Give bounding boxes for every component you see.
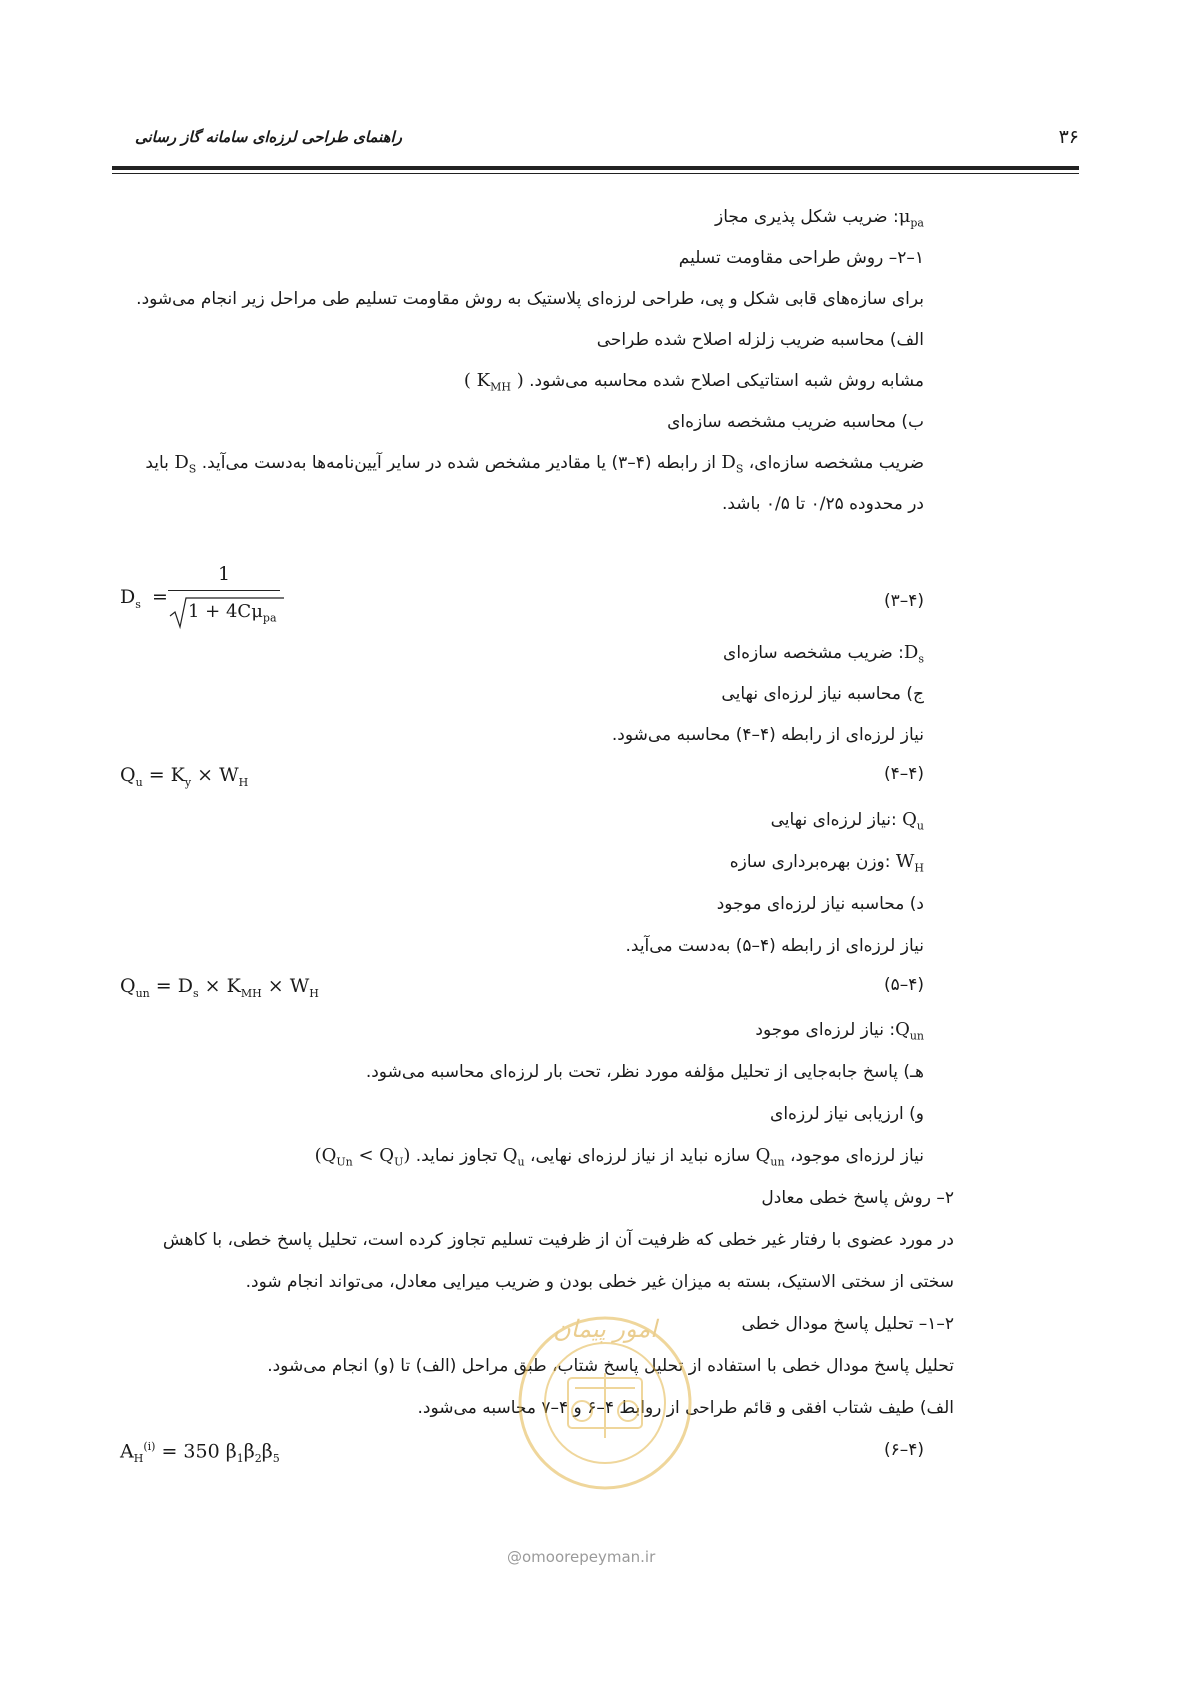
- step-c-heading: ج) محاسبه نیاز لرزه‌ای نهایی: [721, 684, 924, 704]
- equation-number: (۴–۳): [883, 591, 924, 611]
- paragraph-line: نیاز لرزه‌ای از رابطه (۴–۴) محاسبه می‌شود.: [611, 725, 924, 745]
- step-a-heading: الف) محاسبه ضریب زلزله اصلاح شده طراحی: [596, 330, 924, 350]
- equation-number: (۴–۵): [883, 975, 924, 995]
- running-title: راهنمای طراحی لرزه‌ای سامانه گاز رسانی: [135, 128, 402, 146]
- equation-qun: $Q_{un} = D_s \times K_{MH} \times W_H$: [120, 975, 319, 1000]
- page-number: ۳۶: [1058, 126, 1079, 148]
- step-e-heading: هـ) پاسخ جابه‌جایی از تحلیل مؤلفه مورد نظر، تحت بار لرزه‌ای محاسبه می‌شود.: [365, 1062, 924, 1082]
- qun-definition: $Q_{un}$: نیاز لرزه‌ای موجود: [755, 1019, 924, 1043]
- stamp-lettering: امور پیمان: [553, 1315, 657, 1343]
- section-heading-yield: ۱–۲– روش طراحی مقاومت تسلیم: [678, 248, 924, 268]
- paragraph-line: در مورد عضوی با رفتار غیر خطی که ظرفیت آن از ظرفیت تسلیم تجاوز کرده است، تحلیل پاسخ خطی، با کاهش: [162, 1230, 954, 1250]
- section-heading-linear: ۲– روش پاسخ خطی معادل: [761, 1188, 954, 1208]
- step-d-heading: د) محاسبه نیاز لرزه‌ای موجود: [716, 894, 924, 914]
- equation-qu: $Q_u = K_y \times W_H$: [120, 764, 249, 789]
- paragraph-line: تحلیل پاسخ مودال خطی با استفاده از تحلیل پاسخ شتاب، طبق مراحل (الف) تا (و) انجام می‌شود.: [267, 1356, 954, 1376]
- subsection-heading-modal: ۲–۱– تحلیل پاسخ مودال خطی: [741, 1314, 954, 1334]
- paragraph-line: ضریب مشخصه سازه‌ای، $D_S$ از رابطه (۴–۳) یا مقادیر مشخص شده در سایر آیین‌نامه‌ها به‌دست می‌آید. $D_S$ باید: [145, 452, 924, 476]
- paragraph-line: در محدوده ۰/۲۵ تا ۰/۵ باشد.: [721, 494, 924, 514]
- header-rule-thin: [112, 173, 1079, 174]
- equation-number: (۴–۶): [883, 1440, 924, 1460]
- paragraph-line: مشابه روش شبه استاتیکی اصلاح شده محاسبه می‌شود. ( $K_{MH}$ ): [463, 370, 924, 394]
- step-b-heading: ب) محاسبه ضریب مشخصه سازه‌ای: [667, 412, 924, 432]
- paragraph-line: برای سازه‌های قابی شکل و پی، طراحی لرزه‌ای پلاستیک به روش مقاومت تسلیم طی مراحل زیر انجام می‌شود.: [136, 289, 924, 309]
- mu-definition: $\mu_{pa}$: ضریب شکل پذیری مجاز: [715, 206, 924, 230]
- paragraph-line: الف) طیف شتاب افقی و قائم طراحی از روابط ۴–۶ و ۴–۷ محاسبه می‌شود.: [417, 1398, 954, 1418]
- paragraph-line: نیاز لرزه‌ای موجود، $Q_{un}$ سازه نباید از نیاز لرزه‌ای نهایی، $Q_u$ تجاوز نماید. $(Q_{Un} < Q_U)$: [314, 1145, 924, 1169]
- step-f-heading: و) ارزیابی نیاز لرزه‌ای: [770, 1104, 924, 1124]
- equation-ds: $D_s$ = 1 $1 + 4C\mu_{pa}$: [120, 570, 290, 630]
- watermark-site: @omoorepeyman.ir: [507, 1548, 656, 1566]
- paragraph-line: نیاز لرزه‌ای از رابطه (۴–۵) به‌دست می‌آید.: [625, 936, 924, 956]
- wh-definition: $W_H$ :وزن بهره‌برداری سازه: [729, 851, 924, 875]
- qu-definition: $Q_u$ :نیاز لرزه‌ای نهایی: [770, 809, 924, 833]
- header-rule-thick: [112, 166, 1079, 170]
- equation-number: (۴–۴): [883, 764, 924, 784]
- paragraph-line: سختی از سختی الاستیک، بسته به میزان غیر خطی بودن و ضریب میرایی معادل، می‌تواند انجام شود.: [245, 1272, 954, 1292]
- equation-ah: $A_H^{(i)} = 350$ $\beta_1\beta_2\beta_5$: [120, 1440, 280, 1466]
- watermark-stamp-icon: [500, 1293, 710, 1493]
- ds-definition: $D_s$: ضریب مشخصه سازه‌ای: [723, 642, 924, 666]
